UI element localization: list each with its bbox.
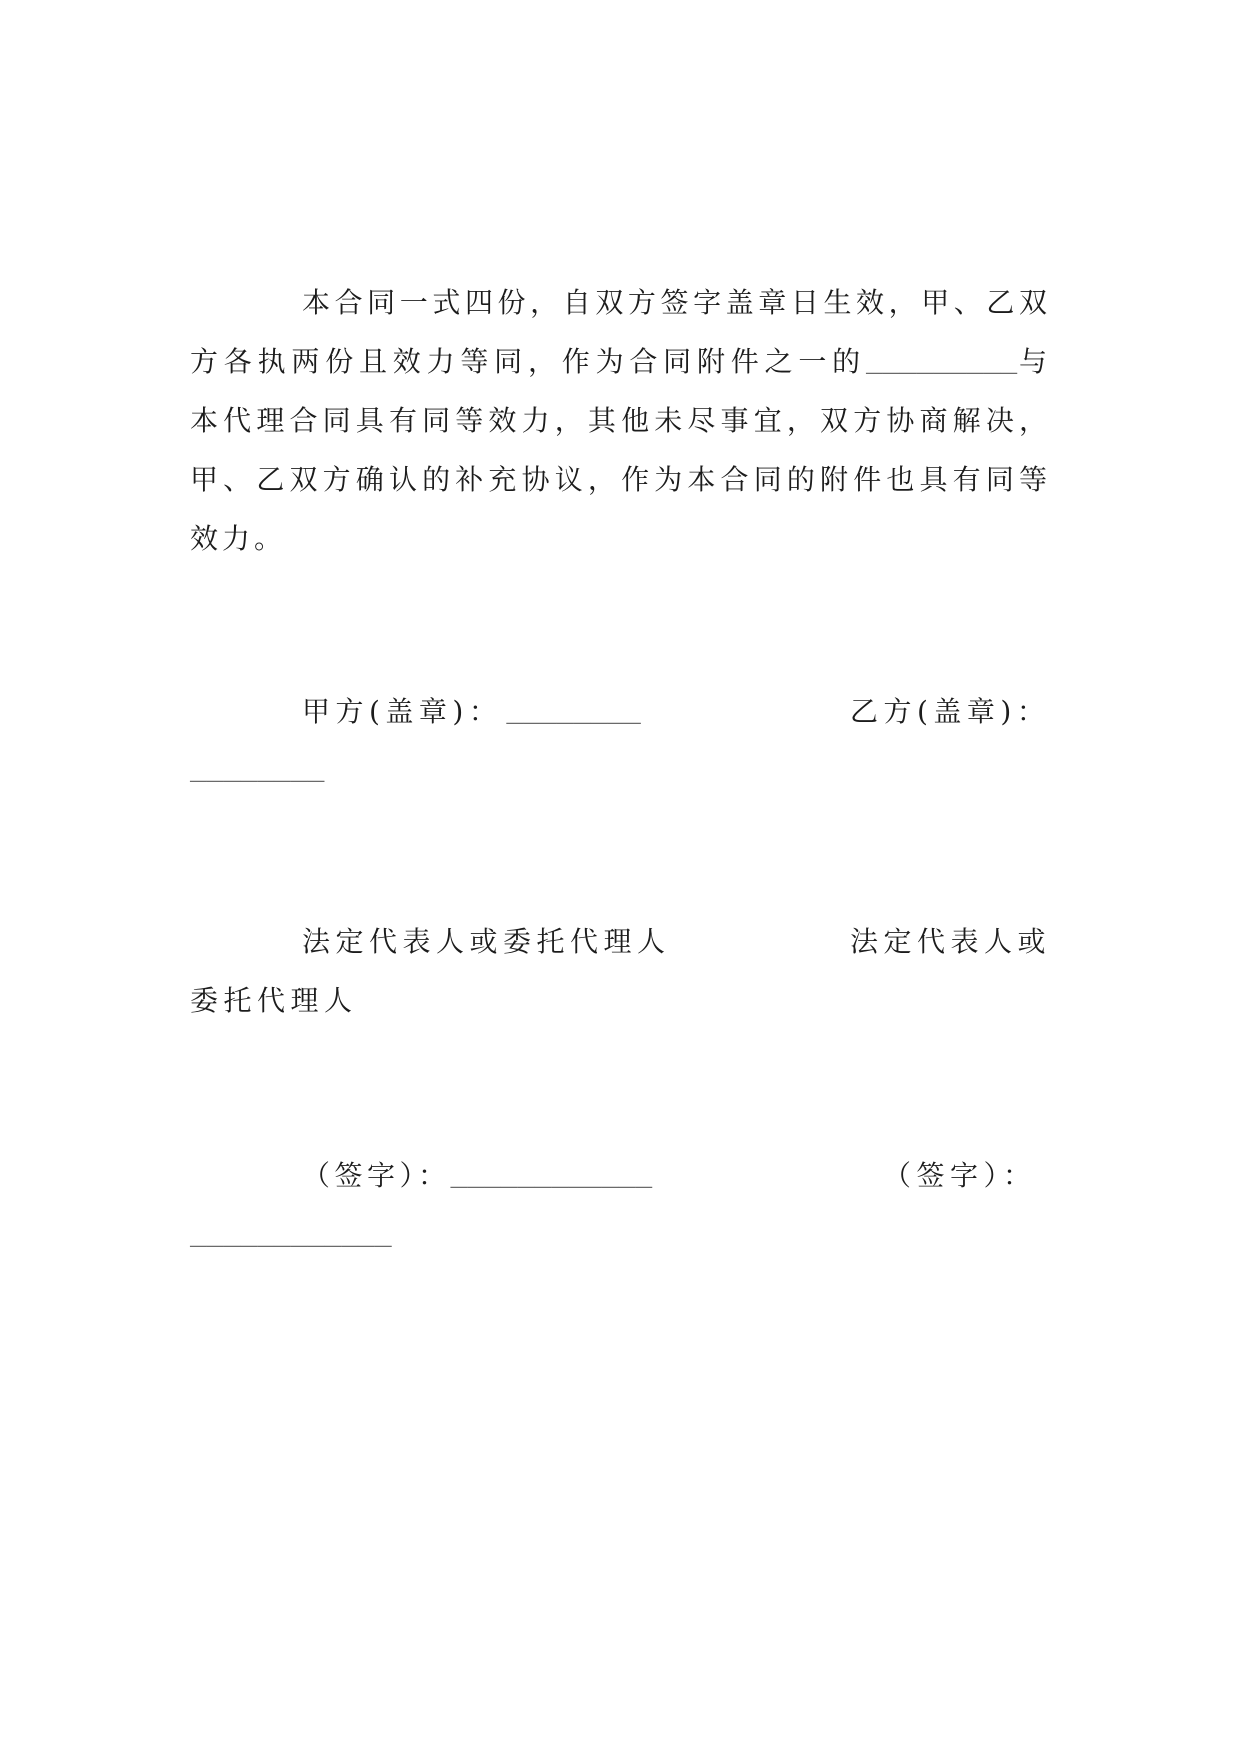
clause-line-2-text: 方各执两份且效力等同，作为合同附件之一的 — [190, 345, 866, 378]
party-a-representative-label: 法定代表人或委托代理人 — [302, 925, 671, 958]
party-a-sign-label: （签字）： — [302, 1159, 451, 1192]
party-a-seal-row — [302, 682, 641, 741]
party-b-sign-label: （签字）： — [883, 1159, 1037, 1192]
clause-line-3: 本代理合同具有同等效力，其他未尽事宜，双方协商解决， — [190, 404, 1051, 437]
contract-clause-paragraph — [190, 273, 1051, 568]
party-a-seal-label: 甲方(盖章)： — [302, 695, 503, 728]
party-b-sign-row — [190, 1205, 392, 1264]
clause-line-2 — [190, 332, 1051, 391]
party-a-seal-blank: ________ — [506, 699, 641, 730]
party-a-sign-blank: ____________ — [450, 1163, 653, 1194]
attachment-name-blank: _________ — [865, 349, 1018, 380]
clause-line-4: 甲、乙双方确认的补充协议，作为本合同的附件也具有同等 — [190, 463, 1051, 496]
party-b-sign-blank: ____________ — [190, 1222, 392, 1253]
party-b-seal-row — [190, 740, 324, 799]
party-b-representative-label: 法定代表人或 — [850, 925, 1052, 958]
party-b-representative-label-continued: 委托代理人 — [190, 984, 358, 1017]
clause-line-2-tail: 与 — [1017, 345, 1051, 378]
party-a-sign-row — [302, 1146, 652, 1205]
clause-line-1: 本合同一式四份，自双方签字盖章日生效，甲、乙双 — [302, 286, 1051, 319]
party-b-seal-label: 乙方(盖章)： — [850, 695, 1051, 728]
clause-line-5: 效力。 — [190, 522, 287, 555]
party-b-seal-blank: ________ — [190, 757, 325, 788]
